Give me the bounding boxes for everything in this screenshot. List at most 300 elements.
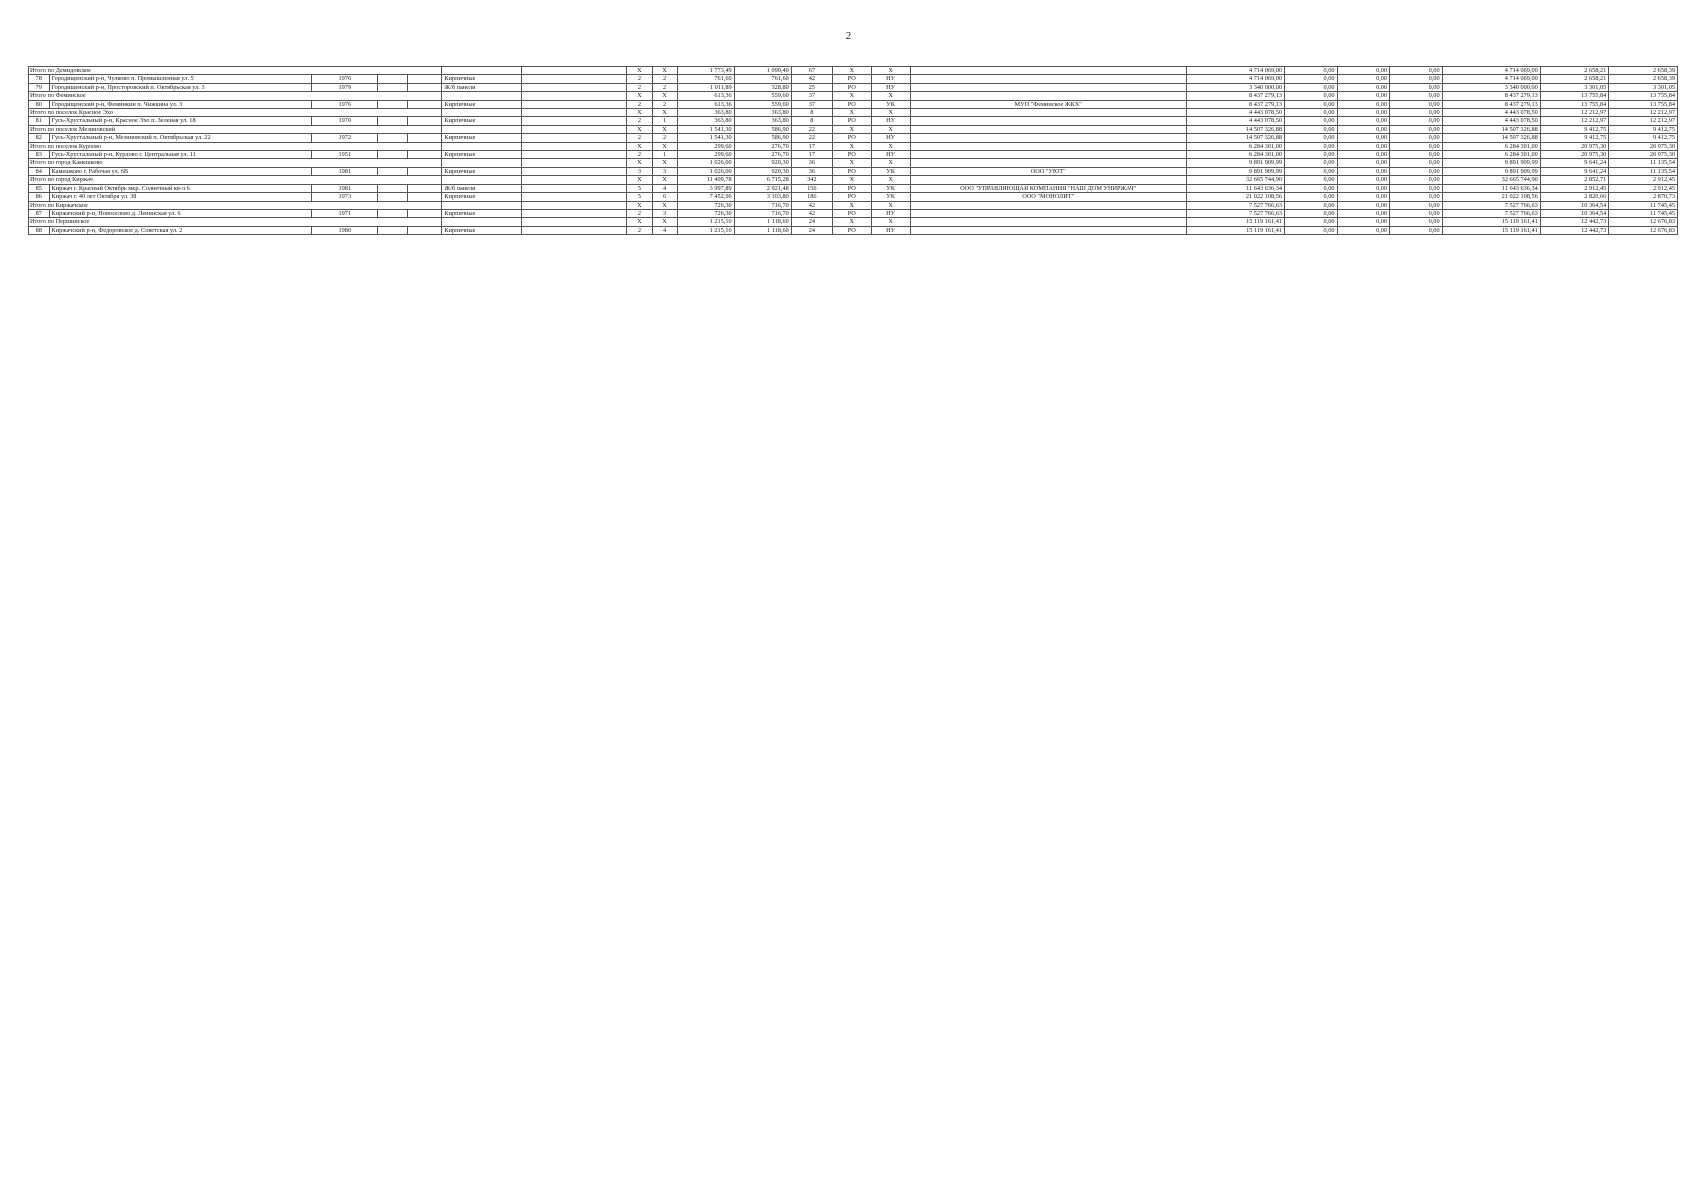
cell-ownership: X	[832, 92, 871, 100]
cell-year-built: 1973	[312, 193, 378, 201]
cell-area-living: 363,80	[734, 117, 791, 125]
cell-management: НУ	[871, 209, 910, 217]
cell-blank	[522, 117, 627, 125]
subtotal-label: Итого по Киржачское	[29, 201, 442, 209]
table-row	[29, 83, 1678, 91]
cell-unit-cost: 12 442,73	[1540, 226, 1609, 234]
cell-wall-material: Кирпичные	[442, 100, 522, 108]
cell-entrances: 1	[652, 151, 677, 159]
cell-year-built: 1951	[312, 151, 378, 159]
cell-management: УК	[871, 193, 910, 201]
cell-floors: X	[627, 92, 652, 100]
cell-cost-owners: 3 340 000,00	[1442, 83, 1540, 91]
cell-residents: 24	[791, 218, 832, 226]
cell-blank	[522, 201, 627, 209]
table-row	[29, 75, 1678, 83]
cell-cost-total: 15 119 161,41	[1186, 218, 1284, 226]
cell-management: X	[871, 125, 910, 133]
subtotal-row	[29, 109, 1678, 117]
cell-unit-cost-max: 13 755,84	[1609, 92, 1678, 100]
cell-entrances: 2	[652, 75, 677, 83]
cell-cost-fund: 0,00	[1285, 134, 1338, 142]
cell-blank	[522, 83, 627, 91]
cell-cost-total: 7 527 766,63	[1186, 201, 1284, 209]
cell-address: Киржачский р-н, Федоровское д. Советская ул. 2	[49, 226, 312, 234]
cell-org	[910, 159, 1186, 167]
cell-blank	[408, 100, 442, 108]
cell-area-living: 328,80	[734, 83, 791, 91]
cell-cost-fund: 0,00	[1285, 142, 1338, 150]
cell-cost-owners: 8 437 279,13	[1442, 92, 1540, 100]
cell-org	[910, 109, 1186, 117]
cell-management: X	[871, 159, 910, 167]
cell-residents: 17	[791, 142, 832, 150]
cell-org	[910, 67, 1186, 75]
cell-residents: 342	[791, 176, 832, 184]
cell-cost-fund: 0,00	[1285, 184, 1338, 192]
cell-cost-owners: 7 527 766,63	[1442, 201, 1540, 209]
cell-management: X	[871, 109, 910, 117]
cell-blank	[408, 193, 442, 201]
cell-wall-material: Кирпичные	[442, 75, 522, 83]
cell-entrances: X	[652, 159, 677, 167]
cell-residents: 156	[791, 184, 832, 192]
housing-register-table	[28, 66, 1678, 235]
table-row	[29, 134, 1678, 142]
cell-management: НУ	[871, 117, 910, 125]
cell-ownership: РО	[832, 193, 871, 201]
cell-blank	[442, 142, 522, 150]
cell-year-repair	[378, 226, 408, 234]
subtotal-row	[29, 125, 1678, 133]
subtotal-row	[29, 218, 1678, 226]
cell-cost-region: 0,00	[1337, 67, 1390, 75]
cell-cost-fund: 0,00	[1285, 117, 1338, 125]
cell-cost-region: 0,00	[1337, 193, 1390, 201]
cell-ownership: X	[832, 176, 871, 184]
subtotal-label: Итого по поселок Курлово	[29, 142, 442, 150]
cell-cost-owners: 9 891 909,99	[1442, 167, 1540, 175]
cell-unit-cost: 20 975,30	[1540, 142, 1609, 150]
cell-unit-cost-max: 9 412,75	[1609, 134, 1678, 142]
cell-cost-region: 0,00	[1337, 226, 1390, 234]
cell-number: 86	[29, 193, 50, 201]
cell-year-repair	[378, 184, 408, 192]
cell-floors: 2	[627, 117, 652, 125]
cell-org	[910, 117, 1186, 125]
cell-management: НУ	[871, 226, 910, 234]
cell-area-living: 363,80	[734, 109, 791, 117]
cell-cost-fund: 0,00	[1285, 92, 1338, 100]
cell-cost-owners: 4 714 069,00	[1442, 67, 1540, 75]
cell-org	[910, 134, 1186, 142]
cell-residents: 17	[791, 151, 832, 159]
cell-residents: 36	[791, 167, 832, 175]
cell-floors: X	[627, 218, 652, 226]
cell-floors: X	[627, 176, 652, 184]
cell-cost-owners: 15 119 161,41	[1442, 226, 1540, 234]
cell-cost-fund: 0,00	[1285, 109, 1338, 117]
cell-year-built: 1971	[312, 209, 378, 217]
cell-cost-region: 0,00	[1337, 142, 1390, 150]
cell-area-living: 6 715,28	[734, 176, 791, 184]
cell-floors: 2	[627, 83, 652, 91]
cell-area-total: 761,60	[677, 75, 734, 83]
cell-floors: 2	[627, 134, 652, 142]
cell-cost-owners: 21 022 108,56	[1442, 193, 1540, 201]
cell-management: X	[871, 92, 910, 100]
cell-unit-cost-max: 12 212,97	[1609, 109, 1678, 117]
cell-floors: X	[627, 159, 652, 167]
cell-wall-material: Кирпичные	[442, 209, 522, 217]
register-sheet	[28, 66, 1678, 235]
cell-entrances: X	[652, 67, 677, 75]
cell-area-total: 1 541,30	[677, 134, 734, 142]
cell-cost-region: 0,00	[1337, 83, 1390, 91]
cell-blank	[442, 67, 522, 75]
cell-area-total: 7 452,90	[677, 193, 734, 201]
cell-cost-fund: 0,00	[1285, 193, 1338, 201]
cell-org	[910, 125, 1186, 133]
cell-blank	[408, 75, 442, 83]
cell-cost-region: 0,00	[1337, 151, 1390, 159]
cell-cost-region: 0,00	[1337, 201, 1390, 209]
cell-cost-local: 0,00	[1390, 151, 1443, 159]
cell-year-repair	[378, 134, 408, 142]
cell-floors: 5	[627, 193, 652, 201]
cell-unit-cost: 9 641,24	[1540, 159, 1609, 167]
cell-blank	[522, 125, 627, 133]
cell-entrances: 3	[652, 209, 677, 217]
cell-ownership: X	[832, 67, 871, 75]
cell-blank	[442, 159, 522, 167]
cell-cost-owners: 15 119 161,41	[1442, 218, 1540, 226]
cell-year-built: 1976	[312, 100, 378, 108]
cell-cost-owners: 8 437 279,13	[1442, 100, 1540, 108]
subtotal-label: Итого по город Киржач	[29, 176, 442, 184]
cell-number: 79	[29, 83, 50, 91]
cell-blank	[408, 167, 442, 175]
cell-number: 88	[29, 226, 50, 234]
cell-cost-fund: 0,00	[1285, 159, 1338, 167]
cell-area-total: 1 026,00	[677, 167, 734, 175]
subtotal-label: Итого по Першинское	[29, 218, 442, 226]
cell-entrances: 2	[652, 100, 677, 108]
cell-cost-fund: 0,00	[1285, 75, 1338, 83]
cell-cost-total: 9 891 909,99	[1186, 167, 1284, 175]
cell-number: 85	[29, 184, 50, 192]
cell-unit-cost: 9 641,24	[1540, 167, 1609, 175]
cell-cost-region: 0,00	[1337, 117, 1390, 125]
cell-year-repair	[378, 167, 408, 175]
cell-wall-material: Ж/б панели	[442, 184, 522, 192]
cell-number: 80	[29, 100, 50, 108]
cell-ownership: X	[832, 142, 871, 150]
cell-address: Городищенский р-н, Просторовский п. Октябрьская ул. 3	[49, 83, 312, 91]
cell-cost-region: 0,00	[1337, 125, 1390, 133]
cell-address: Киржач г. 40 лет Октября ул. 38	[49, 193, 312, 201]
cell-cost-local: 0,00	[1390, 167, 1443, 175]
cell-cost-total: 4 714 069,00	[1186, 75, 1284, 83]
cell-year-repair	[378, 75, 408, 83]
cell-blank	[442, 92, 522, 100]
cell-blank	[522, 167, 627, 175]
cell-number: 81	[29, 117, 50, 125]
cell-cost-local: 0,00	[1390, 134, 1443, 142]
cell-org: ООО "МОНОЛИТ"	[910, 193, 1186, 201]
cell-year-repair	[378, 209, 408, 217]
cell-cost-region: 0,00	[1337, 109, 1390, 117]
cell-unit-cost: 3 301,05	[1540, 83, 1609, 91]
cell-unit-cost: 10 364,54	[1540, 209, 1609, 217]
cell-cost-fund: 0,00	[1285, 67, 1338, 75]
cell-cost-fund: 0,00	[1285, 83, 1338, 91]
cell-management: X	[871, 142, 910, 150]
subtotal-row	[29, 67, 1678, 75]
cell-management: НУ	[871, 151, 910, 159]
cell-cost-local: 0,00	[1390, 176, 1443, 184]
cell-org	[910, 142, 1186, 150]
cell-cost-fund: 0,00	[1285, 100, 1338, 108]
cell-unit-cost: 2 912,45	[1540, 184, 1609, 192]
cell-area-living: 559,60	[734, 92, 791, 100]
cell-area-total: 3 997,89	[677, 184, 734, 192]
subtotal-row	[29, 176, 1678, 184]
cell-residents: 42	[791, 209, 832, 217]
cell-year-built: 1976	[312, 75, 378, 83]
cell-area-living: 3 103,80	[734, 193, 791, 201]
subtotal-label: Итого по город Камешково	[29, 159, 442, 167]
cell-number: 87	[29, 209, 50, 217]
table-row	[29, 167, 1678, 175]
subtotal-label: Итого по Демидовское	[29, 67, 442, 75]
cell-org: МУП "Феминское ЖКХ"	[910, 100, 1186, 108]
cell-management: X	[871, 67, 910, 75]
cell-area-living: 1 118,60	[734, 226, 791, 234]
cell-org	[910, 218, 1186, 226]
cell-address: Городищенский р-н, Феминкин п. Чижкина ул. 3	[49, 100, 312, 108]
cell-area-living: 1 090,40	[734, 67, 791, 75]
subtotal-row	[29, 92, 1678, 100]
cell-management: НУ	[871, 75, 910, 83]
cell-org	[910, 176, 1186, 184]
cell-ownership: РО	[832, 75, 871, 83]
cell-year-built: 1970	[312, 117, 378, 125]
cell-cost-region: 0,00	[1337, 218, 1390, 226]
page-number: 2	[845, 30, 852, 42]
cell-area-living: 586,90	[734, 125, 791, 133]
cell-cost-local: 0,00	[1390, 67, 1443, 75]
cell-blank	[522, 151, 627, 159]
cell-ownership: РО	[832, 226, 871, 234]
cell-floors: 2	[627, 100, 652, 108]
cell-management: УК	[871, 167, 910, 175]
cell-cost-total: 4 714 069,00	[1186, 67, 1284, 75]
cell-floors: 2	[627, 226, 652, 234]
cell-number: 78	[29, 75, 50, 83]
cell-unit-cost-max: 12 212,97	[1609, 117, 1678, 125]
table-body	[29, 67, 1678, 235]
cell-cost-total: 3 340 000,00	[1186, 83, 1284, 91]
cell-blank	[442, 125, 522, 133]
cell-ownership: X	[832, 201, 871, 209]
cell-unit-cost: 12 212,97	[1540, 117, 1609, 125]
cell-year-repair	[378, 83, 408, 91]
cell-cost-local: 0,00	[1390, 201, 1443, 209]
cell-cost-local: 0,00	[1390, 142, 1443, 150]
cell-blank	[408, 226, 442, 234]
cell-unit-cost-max: 11 135,54	[1609, 159, 1678, 167]
cell-org: ООО "УЮТ"	[910, 167, 1186, 175]
subtotal-label: Итого по Феминское	[29, 92, 442, 100]
cell-entrances: X	[652, 109, 677, 117]
cell-unit-cost-max: 2 912,45	[1609, 176, 1678, 184]
cell-cost-local: 0,00	[1390, 209, 1443, 217]
cell-residents: 8	[791, 109, 832, 117]
cell-blank	[408, 209, 442, 217]
cell-ownership: X	[832, 109, 871, 117]
cell-area-total: 1 011,89	[677, 83, 734, 91]
cell-management: УК	[871, 100, 910, 108]
cell-area-living: 276,70	[734, 151, 791, 159]
cell-org	[910, 92, 1186, 100]
cell-cost-total: 32 665 744,90	[1186, 176, 1284, 184]
cell-blank	[522, 67, 627, 75]
cell-area-living: 559,60	[734, 100, 791, 108]
cell-number: 82	[29, 134, 50, 142]
cell-cost-owners: 32 665 744,90	[1442, 176, 1540, 184]
cell-area-total: 726,30	[677, 201, 734, 209]
cell-unit-cost: 2 658,21	[1540, 67, 1609, 75]
cell-residents: 37	[791, 92, 832, 100]
cell-cost-total: 8 437 279,13	[1186, 100, 1284, 108]
cell-cost-fund: 0,00	[1285, 201, 1338, 209]
cell-ownership: РО	[832, 117, 871, 125]
cell-address: Гусь-Хрустальный р-н, Мезиновский п. Октябрьская ул. 22	[49, 134, 312, 142]
cell-unit-cost: 20 975,30	[1540, 151, 1609, 159]
cell-floors: 2	[627, 75, 652, 83]
cell-area-total: 1 026,00	[677, 159, 734, 167]
cell-entrances: X	[652, 125, 677, 133]
cell-blank	[522, 193, 627, 201]
cell-cost-region: 0,00	[1337, 159, 1390, 167]
cell-entrances: 2	[652, 83, 677, 91]
cell-unit-cost-max: 2 870,73	[1609, 193, 1678, 201]
table-row	[29, 184, 1678, 192]
cell-unit-cost-max: 13 755,84	[1609, 100, 1678, 108]
cell-cost-total: 9 891 909,99	[1186, 159, 1284, 167]
cell-area-total: 299,60	[677, 151, 734, 159]
cell-entrances: X	[652, 201, 677, 209]
cell-area-living: 1 118,60	[734, 218, 791, 226]
cell-cost-local: 0,00	[1390, 218, 1443, 226]
cell-blank	[442, 218, 522, 226]
cell-residents: 25	[791, 83, 832, 91]
cell-cost-local: 0,00	[1390, 226, 1443, 234]
cell-cost-total: 6 284 301,00	[1186, 151, 1284, 159]
cell-org	[910, 209, 1186, 217]
cell-blank	[522, 226, 627, 234]
cell-wall-material: Кирпичные	[442, 134, 522, 142]
cell-floors: X	[627, 67, 652, 75]
cell-blank	[408, 151, 442, 159]
cell-wall-material: Кирпичные	[442, 151, 522, 159]
cell-entrances: 1	[652, 117, 677, 125]
cell-blank	[442, 109, 522, 117]
cell-unit-cost-max: 11 745,45	[1609, 209, 1678, 217]
cell-year-built: 1979	[312, 83, 378, 91]
cell-residents: 42	[791, 75, 832, 83]
cell-residents: 24	[791, 226, 832, 234]
cell-blank	[522, 142, 627, 150]
cell-area-living: 716,70	[734, 201, 791, 209]
cell-ownership: РО	[832, 209, 871, 217]
cell-address: Камешково г. Рабочая ул. 6В	[49, 167, 312, 175]
cell-floors: X	[627, 109, 652, 117]
cell-area-living: 586,90	[734, 134, 791, 142]
cell-cost-total: 11 643 636,34	[1186, 184, 1284, 192]
cell-wall-material: Ж/б панели	[442, 83, 522, 91]
cell-area-total: 363,80	[677, 109, 734, 117]
cell-residents: 22	[791, 134, 832, 142]
cell-unit-cost-max: 2 912,45	[1609, 184, 1678, 192]
cell-cost-local: 0,00	[1390, 83, 1443, 91]
cell-entrances: X	[652, 92, 677, 100]
cell-area-total: 613,36	[677, 100, 734, 108]
cell-org	[910, 151, 1186, 159]
cell-address: Киржачский р-н, Новоселово д. Ленинская ул. 6	[49, 209, 312, 217]
cell-entrances: X	[652, 176, 677, 184]
subtotal-label: Итого по поселок Красное Эхо	[29, 109, 442, 117]
cell-cost-region: 0,00	[1337, 75, 1390, 83]
cell-entrances: X	[652, 218, 677, 226]
cell-cost-local: 0,00	[1390, 159, 1443, 167]
cell-cost-local: 0,00	[1390, 117, 1443, 125]
cell-unit-cost-max: 20 975,30	[1609, 151, 1678, 159]
cell-unit-cost-max: 11 745,45	[1609, 201, 1678, 209]
cell-area-living: 2 921,48	[734, 184, 791, 192]
cell-area-total: 1 215,10	[677, 218, 734, 226]
cell-cost-region: 0,00	[1337, 167, 1390, 175]
cell-blank	[522, 100, 627, 108]
cell-cost-region: 0,00	[1337, 92, 1390, 100]
cell-cost-region: 0,00	[1337, 176, 1390, 184]
cell-management: X	[871, 176, 910, 184]
cell-unit-cost: 9 412,75	[1540, 134, 1609, 142]
cell-unit-cost-max: 9 412,75	[1609, 125, 1678, 133]
cell-floors: X	[627, 201, 652, 209]
cell-floors: X	[627, 142, 652, 150]
cell-cost-local: 0,00	[1390, 125, 1443, 133]
cell-ownership: РО	[832, 184, 871, 192]
cell-blank	[522, 209, 627, 217]
cell-cost-total: 7 527 766,63	[1186, 209, 1284, 217]
cell-blank	[522, 109, 627, 117]
cell-management: НУ	[871, 134, 910, 142]
cell-entrances: 4	[652, 184, 677, 192]
cell-area-living: 716,70	[734, 209, 791, 217]
cell-blank	[522, 218, 627, 226]
cell-cost-owners: 11 643 636,34	[1442, 184, 1540, 192]
cell-unit-cost-max: 3 301,05	[1609, 83, 1678, 91]
cell-blank	[522, 159, 627, 167]
cell-cost-fund: 0,00	[1285, 125, 1338, 133]
cell-cost-local: 0,00	[1390, 184, 1443, 192]
cell-address: Киржач г. Красный Октябрь мкр. Солнечный кв-л 6	[49, 184, 312, 192]
cell-cost-total: 15 119 161,41	[1186, 226, 1284, 234]
cell-entrances: X	[652, 142, 677, 150]
cell-residents: 22	[791, 125, 832, 133]
